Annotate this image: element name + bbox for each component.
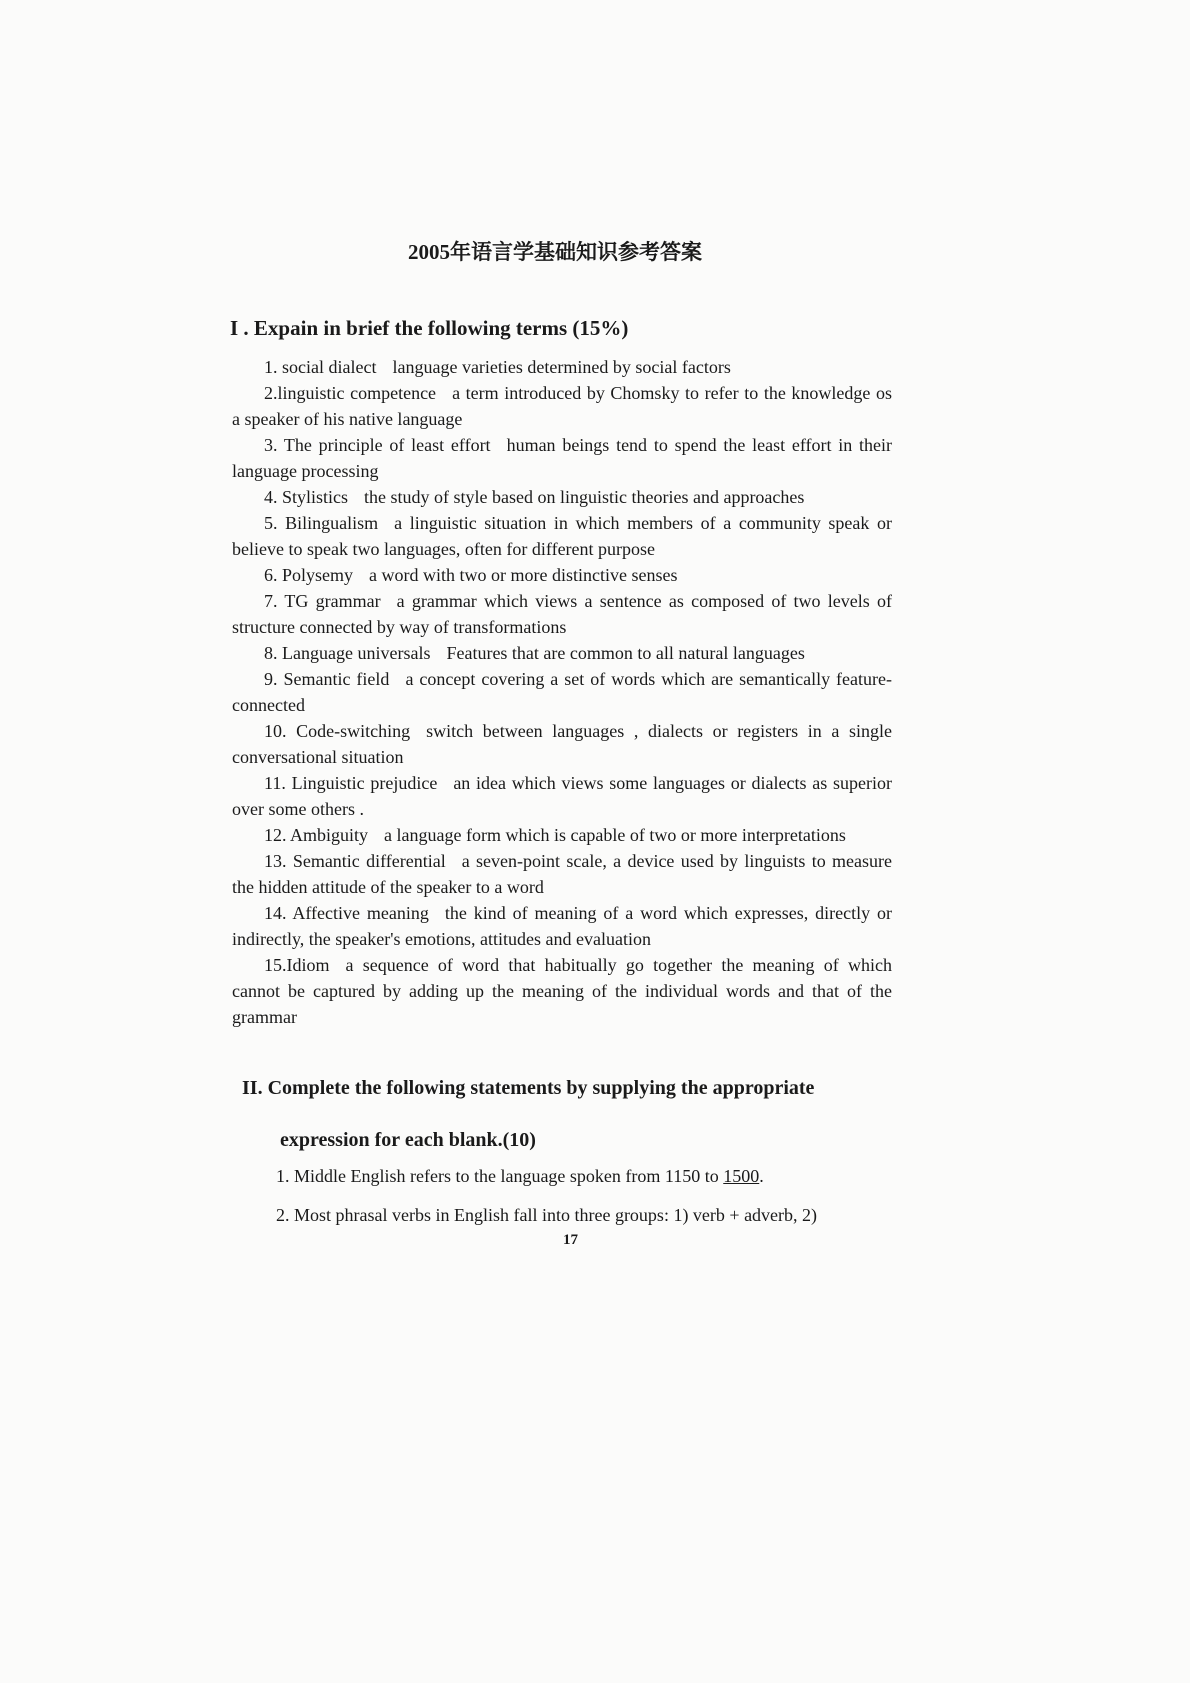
term-definition: switch between languages , dialects or registers in a single conversational situation [232,721,892,767]
section-2-heading-line2: expression for each blank.(10) [280,1129,536,1151]
term-definition: a word with two or more distinctive senses [369,565,678,585]
term-definition: a linguistic situation in which members of a community speak or believe to speak two languages, often for different purpose [232,513,892,559]
term-definition: human beings tend to spend the least effort in their language processing [232,435,892,481]
statement-1-answer: 1500 [723,1166,760,1186]
term-name: 7. TG grammar [264,591,381,611]
term-item [232,900,892,952]
page-title: 2005年语言学基础知识参考答案 [408,240,702,264]
term-definition: Features that are common to all natural languages [446,643,805,663]
statement-1 [276,1157,916,1196]
page-number: 17 [563,1232,578,1248]
term-item [232,510,892,562]
section-2-heading-line1: II. Complete the following statements by supplying the appropriate [242,1077,815,1099]
term-item [232,354,892,380]
statement-1-text: 1. Middle English refers to the language spoken from 1150 to [276,1166,724,1186]
term-name: 15.Idiom [264,955,330,975]
term-name: 2.linguistic competence [264,383,437,403]
section-2-heading [242,1062,902,1166]
term-name: 3. The principle of least effort [264,435,491,455]
term-item [232,380,892,432]
term-definition: a language form which is capable of two or more interpretations [384,825,846,845]
term-definition: a seven-point scale, a device used by linguists to measure the hidden attitude of the speaker to a word [232,851,892,897]
term-item [232,718,892,770]
term-item [232,432,892,484]
term-name: 6. Polysemy [264,565,354,585]
term-item [232,848,892,900]
term-definition: an idea which views some languages or dialects as superior over some others . [232,773,892,819]
term-name: 9. Semantic field [264,669,390,689]
term-definition: the study of style based on linguistic theories and approaches [364,487,805,507]
term-name: 10. Code-switching [264,721,411,741]
term-name: 1. social dialect [264,357,377,377]
term-item [232,822,892,848]
term-definition: a term introduced by Chomsky to refer to the knowledge os a speaker of his native language [232,383,892,429]
term-name: 13. Semantic differential [264,851,446,871]
term-item [232,562,892,588]
term-definition: the kind of meaning of a word which expresses, directly or indirectly, the speaker's emotions, attitudes and evaluation [232,903,892,949]
statement-1-end: . [759,1166,764,1186]
term-item [232,640,892,666]
term-item [232,484,892,510]
section-2-items [276,1157,916,1235]
term-definition: a concept covering a set of words which are semantically feature-connected [232,669,893,715]
term-name: 12. Ambiguity [264,825,369,845]
term-name: 11. Linguistic prejudice [264,773,438,793]
statement-2: 2. Most phrasal verbs in English fall into three groups: 1) verb + adverb, 2) [276,1205,818,1225]
term-name: 4. Stylistics [264,487,349,507]
term-definition: a grammar which views a sentence as composed of two levels of structure connected by way of transformations [232,591,892,637]
term-name: 8. Language universals [264,643,431,663]
term-definition: a sequence of word that habitually go together the meaning of which cannot be captured by adding up the meaning of the individual words and that of the grammar [232,955,892,1027]
term-item [232,770,892,822]
section-1-heading: I . Expain in brief the following terms (15%) [230,316,629,340]
terms-list [232,354,892,1030]
term-item [232,588,892,640]
term-item [232,666,892,718]
term-name: 14. Affective meaning [264,903,429,923]
term-item [232,952,892,1030]
term-definition: language varieties determined by social factors [392,357,731,377]
term-name: 5. Bilingualism [264,513,379,533]
